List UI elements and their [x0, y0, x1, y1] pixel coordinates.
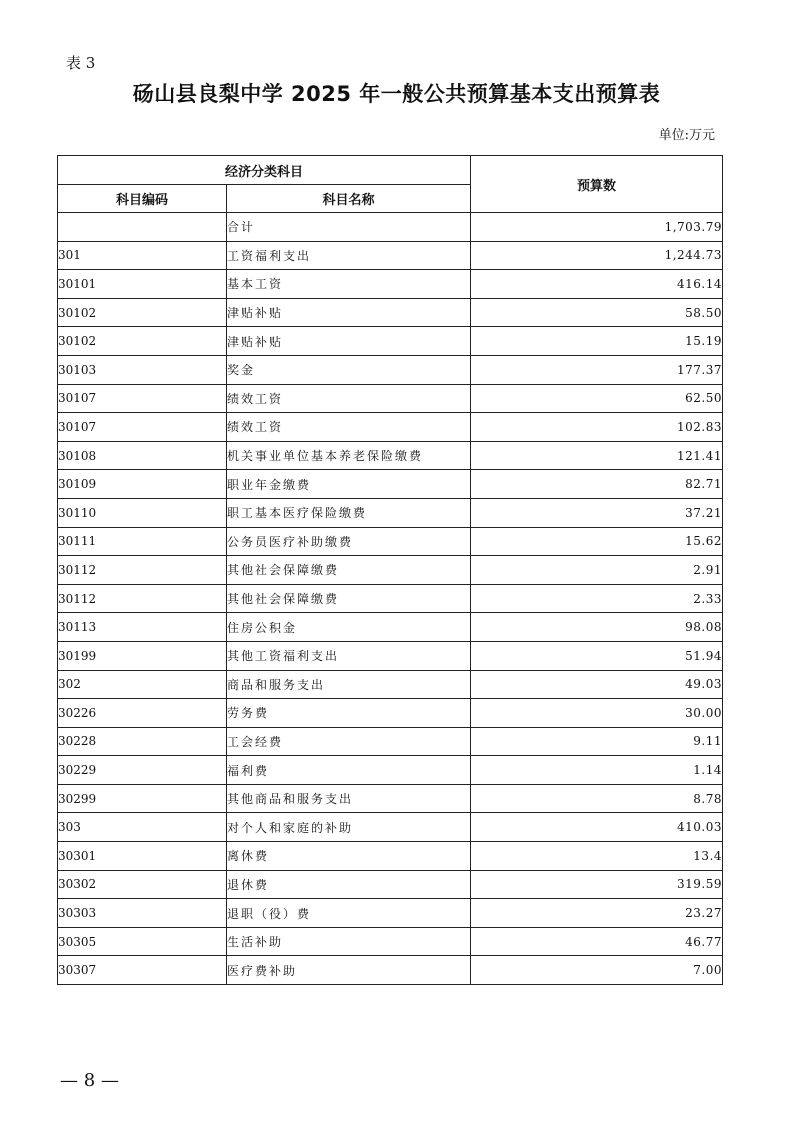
table-row — [58, 784, 723, 813]
subject-code-cell: 30302 — [58, 870, 227, 899]
subject-name-cell: 津贴补贴 — [227, 327, 471, 356]
subject-code-cell: 30305 — [58, 927, 227, 956]
budget-amount-cell: 2.33 — [471, 584, 723, 613]
table-row — [58, 613, 723, 642]
subject-code-cell: 30102 — [58, 298, 227, 327]
subject-code-cell: 301 — [58, 241, 227, 270]
table-row — [58, 899, 723, 928]
subject-code-cell: 30112 — [58, 556, 227, 585]
subject-name-cell: 福利费 — [227, 756, 471, 785]
subject-code-cell: 30111 — [58, 527, 227, 556]
table-row — [58, 241, 723, 270]
budget-amount-cell: 15.62 — [471, 527, 723, 556]
budget-amount-cell: 30.00 — [471, 699, 723, 728]
budget-amount-header: 预算数 — [471, 156, 723, 213]
unit-label: 单位:万元 — [658, 128, 715, 143]
budget-amount-cell: 8.78 — [471, 784, 723, 813]
budget-amount-cell: 23.27 — [471, 899, 723, 928]
table-row — [58, 355, 723, 384]
table-row — [58, 956, 723, 985]
subject-name-cell: 其他社会保障缴费 — [227, 556, 471, 585]
table-row — [58, 384, 723, 413]
page-number: — 8 — — [60, 1070, 119, 1091]
subject-code-cell: 30307 — [58, 956, 227, 985]
budget-amount-cell: 121.41 — [471, 441, 723, 470]
subject-code-cell: 30228 — [58, 727, 227, 756]
table-row — [58, 498, 723, 527]
budget-amount-cell: 1,244.73 — [471, 241, 723, 270]
subject-name-cell: 职工基本医疗保险缴费 — [227, 498, 471, 527]
subject-code-cell: 30103 — [58, 355, 227, 384]
subject-code-cell: 30101 — [58, 270, 227, 299]
table-row — [58, 270, 723, 299]
subject-code-cell: 30113 — [58, 613, 227, 642]
table-row — [58, 756, 723, 785]
table-row — [58, 527, 723, 556]
budget-amount-cell: 7.00 — [471, 956, 723, 985]
budget-table — [57, 155, 723, 985]
budget-amount-cell: 416.14 — [471, 270, 723, 299]
subject-name-header: 科目名称 — [227, 185, 471, 213]
subject-name-cell: 合计 — [227, 213, 471, 242]
subject-name-cell: 机关事业单位基本养老保险缴费 — [227, 441, 471, 470]
subject-code-cell: 30107 — [58, 413, 227, 442]
subject-name-cell: 职业年金缴费 — [227, 470, 471, 499]
table-row — [58, 413, 723, 442]
budget-amount-cell: 49.03 — [471, 670, 723, 699]
budget-amount-cell: 82.71 — [471, 470, 723, 499]
budget-amount-cell: 2.91 — [471, 556, 723, 585]
budget-amount-cell: 46.77 — [471, 927, 723, 956]
budget-amount-cell: 13.4 — [471, 842, 723, 871]
subject-code-cell: 30229 — [58, 756, 227, 785]
table-row — [58, 213, 723, 242]
table-row — [58, 470, 723, 499]
table-header-row — [58, 156, 723, 185]
table-row — [58, 813, 723, 842]
table-row — [58, 927, 723, 956]
subject-name-cell: 工资福利支出 — [227, 241, 471, 270]
table-row — [58, 870, 723, 899]
subject-code-cell: 30102 — [58, 327, 227, 356]
budget-amount-cell: 177.37 — [471, 355, 723, 384]
budget-amount-cell: 58.50 — [471, 298, 723, 327]
table-row — [58, 641, 723, 670]
subject-code-cell: 30107 — [58, 384, 227, 413]
table-row — [58, 727, 723, 756]
budget-amount-cell: 1.14 — [471, 756, 723, 785]
table-row — [58, 556, 723, 585]
budget-amount-cell: 98.08 — [471, 613, 723, 642]
subject-name-cell: 其他工资福利支出 — [227, 641, 471, 670]
subject-name-cell: 其他商品和服务支出 — [227, 784, 471, 813]
subject-name-cell: 工会经费 — [227, 727, 471, 756]
budget-amount-cell: 37.21 — [471, 498, 723, 527]
subject-code-cell: 30199 — [58, 641, 227, 670]
subject-code-cell: 30109 — [58, 470, 227, 499]
subject-code-cell: 30108 — [58, 441, 227, 470]
table-row — [58, 670, 723, 699]
subject-code-cell: 30110 — [58, 498, 227, 527]
table-row — [58, 327, 723, 356]
subject-name-cell: 退休费 — [227, 870, 471, 899]
subject-name-cell: 其他社会保障缴费 — [227, 584, 471, 613]
table-body — [58, 213, 723, 985]
subject-code-cell: 30112 — [58, 584, 227, 613]
subject-code-cell: 30301 — [58, 842, 227, 871]
subject-code-cell: 303 — [58, 813, 227, 842]
table-row — [58, 298, 723, 327]
budget-amount-cell: 62.50 — [471, 384, 723, 413]
table-row — [58, 699, 723, 728]
subject-code-header: 科目编码 — [58, 185, 227, 213]
subject-name-cell: 退职（役）费 — [227, 899, 471, 928]
budget-amount-cell: 9.11 — [471, 727, 723, 756]
budget-amount-cell: 319.59 — [471, 870, 723, 899]
subject-code-cell: 30299 — [58, 784, 227, 813]
budget-amount-cell: 1,703.79 — [471, 213, 723, 242]
subject-name-cell: 离休费 — [227, 842, 471, 871]
subject-code-cell: 30303 — [58, 899, 227, 928]
subject-name-cell: 基本工资 — [227, 270, 471, 299]
subject-name-cell: 劳务费 — [227, 699, 471, 728]
subject-code-cell — [58, 213, 227, 242]
subject-name-cell: 对个人和家庭的补助 — [227, 813, 471, 842]
budget-amount-cell: 410.03 — [471, 813, 723, 842]
subject-name-cell: 商品和服务支出 — [227, 670, 471, 699]
page-title: 砀山县良梨中学 2025 年一般公共预算基本支出预算表 — [132, 82, 661, 106]
subject-code-cell: 30226 — [58, 699, 227, 728]
subject-name-cell: 绩效工资 — [227, 413, 471, 442]
subject-name-cell: 绩效工资 — [227, 384, 471, 413]
economic-classification-header: 经济分类科目 — [58, 156, 471, 185]
subject-name-cell: 生活补助 — [227, 927, 471, 956]
table-row — [58, 441, 723, 470]
subject-name-cell: 津贴补贴 — [227, 298, 471, 327]
subject-name-cell: 住房公积金 — [227, 613, 471, 642]
budget-amount-cell: 15.19 — [471, 327, 723, 356]
table-label: 表 3 — [66, 54, 96, 72]
table-row — [58, 842, 723, 871]
subject-name-cell: 公务员医疗补助缴费 — [227, 527, 471, 556]
budget-amount-cell: 102.83 — [471, 413, 723, 442]
budget-amount-cell: 51.94 — [471, 641, 723, 670]
subject-name-cell: 医疗费补助 — [227, 956, 471, 985]
subject-code-cell: 302 — [58, 670, 227, 699]
table-row — [58, 584, 723, 613]
subject-name-cell: 奖金 — [227, 355, 471, 384]
